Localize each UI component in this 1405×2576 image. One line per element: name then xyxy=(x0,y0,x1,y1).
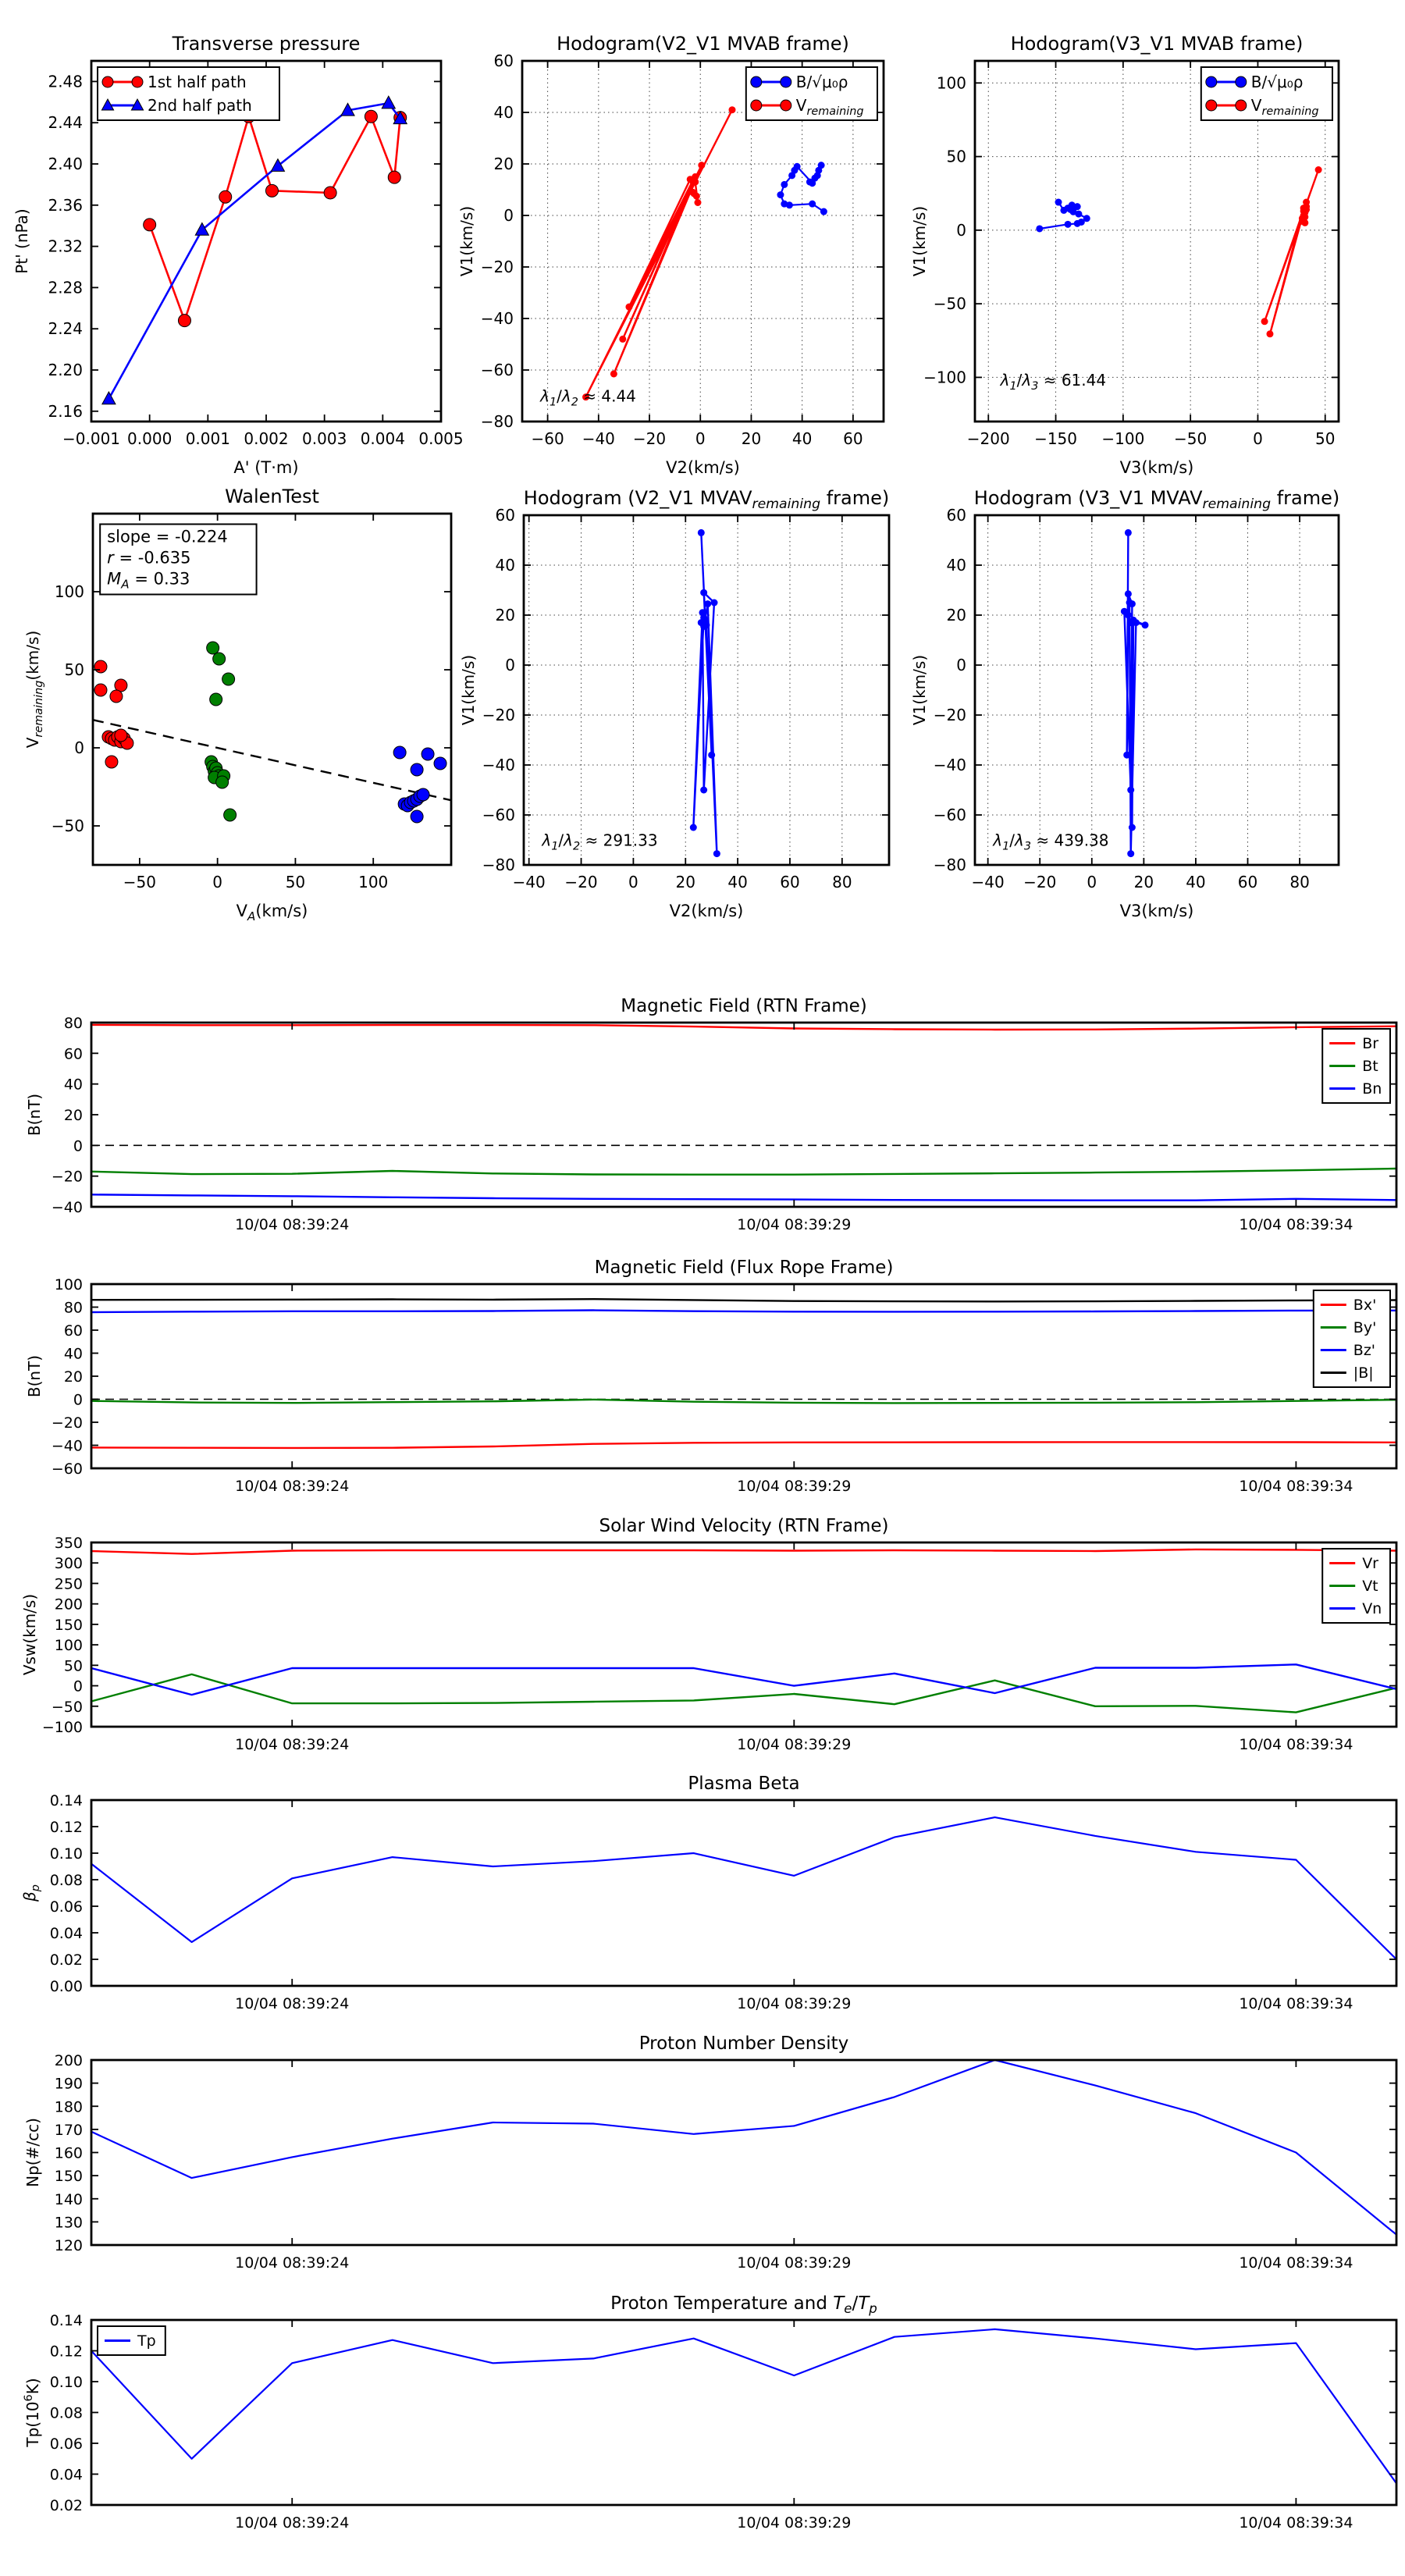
svg-text:0: 0 xyxy=(956,656,966,674)
svg-text:V2(km/s): V2(km/s) xyxy=(666,458,740,477)
svg-text:Proton Number Density: Proton Number Density xyxy=(638,2033,849,2054)
svg-text:Vremaining(km/s): $V_{remaining}(km/s)$ xyxy=(23,630,45,749)
svg-text:0.02: 0.02 xyxy=(49,1952,83,1969)
svg-text:80: 80 xyxy=(63,1015,83,1032)
svg-text:WalenTest: WalenTest xyxy=(225,486,319,507)
svg-text:0.10: 0.10 xyxy=(49,1845,83,1863)
svg-text:−50: −50 xyxy=(51,817,84,835)
svg-text:0.14: 0.14 xyxy=(49,1792,83,1809)
svg-text:Vsw(km/s): Vsw(km/s) xyxy=(20,1593,39,1676)
svg-text:80: 80 xyxy=(832,873,852,891)
svg-text:50: 50 xyxy=(285,873,306,891)
svg-text:|B|: |B| xyxy=(1353,1364,1374,1382)
svg-text:100: 100 xyxy=(54,582,84,601)
svg-text:50: 50 xyxy=(64,660,84,679)
svg-text:−60: −60 xyxy=(480,361,514,379)
svg-text:50: 50 xyxy=(63,1657,83,1675)
svg-text:200: 200 xyxy=(54,2052,83,2069)
svg-text:130: 130 xyxy=(54,2214,83,2232)
svg-text:−100: −100 xyxy=(41,1719,83,1736)
svg-text:80: 80 xyxy=(63,1299,83,1317)
svg-text:40: 40 xyxy=(495,556,515,575)
svg-text:0.12: 0.12 xyxy=(49,1819,83,1836)
svg-text:60: 60 xyxy=(493,52,514,70)
svg-text:−50: −50 xyxy=(1174,429,1208,448)
svg-text:Bz': Bz' xyxy=(1353,1342,1376,1360)
svg-text:V1(km/s): V1(km/s) xyxy=(910,654,929,726)
svg-text:−40: −40 xyxy=(51,1199,83,1216)
svg-text:λ1/λ3 ≈ 439.38: $\lambda_1/\lambda_3 \approx 439.38$ xyxy=(993,831,1109,853)
svg-text:V1(km/s): V1(km/s) xyxy=(910,205,929,277)
chart-hodogram-v2v1-mvav xyxy=(459,487,890,920)
svg-text:10/04 08:39:29: 10/04 08:39:29 xyxy=(737,1995,852,2012)
svg-text:40: 40 xyxy=(63,1345,83,1363)
svg-text:200: 200 xyxy=(54,1596,83,1614)
svg-text:0.06: 0.06 xyxy=(49,2435,83,2453)
svg-text:20: 20 xyxy=(63,1368,83,1386)
svg-text:Tp: Tp xyxy=(137,2332,156,2350)
svg-text:2.32: 2.32 xyxy=(48,237,83,256)
svg-text:60: 60 xyxy=(780,873,800,891)
svg-text:−20: −20 xyxy=(482,706,515,724)
svg-text:Plasma Beta: Plasma Beta xyxy=(688,1774,800,1794)
svg-text:−50: −50 xyxy=(933,294,966,314)
svg-text:10/04 08:39:29: 10/04 08:39:29 xyxy=(737,2254,852,2272)
svg-text:300: 300 xyxy=(54,1555,83,1573)
svg-text:0: 0 xyxy=(503,206,514,225)
svg-text:r = -0.635: r = -0.635 xyxy=(107,548,191,568)
svg-text:10/04 08:39:24: 10/04 08:39:24 xyxy=(235,1478,350,1495)
chart-hodogram-v2v1-mvab xyxy=(457,33,884,477)
svg-text:10/04 08:39:29: 10/04 08:39:29 xyxy=(737,2514,852,2532)
svg-text:0: 0 xyxy=(505,656,515,674)
svg-text:Vr: Vr xyxy=(1362,1555,1379,1573)
svg-text:2.24: 2.24 xyxy=(48,319,83,339)
svg-text:Magnetic Field (Flux Rope Fram: Magnetic Field (Flux Rope Frame) xyxy=(594,1258,894,1278)
chart-proton-temperature xyxy=(23,2293,1396,2532)
svg-text:−40: −40 xyxy=(51,1437,83,1455)
svg-text:−40: −40 xyxy=(482,756,515,774)
svg-text:40: 40 xyxy=(63,1076,83,1094)
svg-text:10/04 08:39:34: 10/04 08:39:34 xyxy=(1239,1995,1353,2012)
chart-proton-number-density xyxy=(23,2033,1396,2272)
svg-text:−20: −20 xyxy=(51,1414,83,1432)
chart-magnetic-field-flux-rope xyxy=(25,1258,1396,1495)
svg-text:−60: −60 xyxy=(531,429,564,448)
svg-text:V3(km/s): V3(km/s) xyxy=(1119,458,1194,477)
svg-text:Proton Temperature and Te/Tp: Proton Temperature and $T_e/T_p$ xyxy=(610,2293,877,2316)
svg-text:0.004: 0.004 xyxy=(360,429,405,448)
svg-text:λ1/λ2 ≈ 291.33: $\lambda_1/\lambda_2 \approx 291.33$ xyxy=(542,831,658,853)
svg-text:2.44: 2.44 xyxy=(48,113,83,133)
svg-text:50: 50 xyxy=(946,147,966,166)
svg-text:V1(km/s): V1(km/s) xyxy=(457,205,476,277)
svg-text:10/04 08:39:24: 10/04 08:39:24 xyxy=(235,1216,350,1233)
svg-text:0: 0 xyxy=(74,738,84,757)
svg-text:2.40: 2.40 xyxy=(48,155,83,173)
svg-text:20: 20 xyxy=(495,606,515,624)
chart-plasma-beta xyxy=(20,1774,1396,2012)
svg-text:0.002: 0.002 xyxy=(244,429,289,448)
svg-text:10/04 08:39:24: 10/04 08:39:24 xyxy=(235,1736,350,1753)
svg-text:−100: −100 xyxy=(923,368,966,387)
svg-text:λ1/λ3 ≈ 61.44: $\lambda_1/\lambda_3 \approx 61.44$ xyxy=(1000,370,1107,393)
svg-text:160: 160 xyxy=(54,2144,83,2162)
svg-text:0: 0 xyxy=(695,429,706,448)
svg-text:Vt: Vt xyxy=(1362,1578,1378,1596)
svg-text:40: 40 xyxy=(727,873,748,891)
svg-text:120: 120 xyxy=(54,2237,83,2254)
svg-text:2.16: 2.16 xyxy=(48,401,83,421)
svg-text:−200: −200 xyxy=(966,429,1010,448)
svg-text:40: 40 xyxy=(791,429,813,448)
svg-text:20: 20 xyxy=(493,155,514,173)
svg-text:−50: −50 xyxy=(51,1698,83,1716)
svg-text:10/04 08:39:29: 10/04 08:39:29 xyxy=(737,1478,852,1495)
svg-text:−40: −40 xyxy=(582,429,615,448)
svg-text:Np(#/cc): Np(#/cc) xyxy=(23,2118,42,2187)
svg-text:Hodogram(V2_V1 MVAB frame): Hodogram(V2_V1 MVAB frame) xyxy=(557,33,849,55)
svg-text:Bt: Bt xyxy=(1362,1058,1378,1076)
chart-walen-test xyxy=(23,486,451,923)
svg-text:1st half path: 1st half path xyxy=(148,73,247,91)
svg-text:20: 20 xyxy=(63,1107,83,1124)
svg-text:Solar Wind Velocity (RTN Frame: Solar Wind Velocity (RTN Frame) xyxy=(599,1516,889,1536)
svg-text:B(nT): B(nT) xyxy=(25,1093,44,1137)
svg-text:50: 50 xyxy=(1315,429,1336,448)
svg-text:−60: −60 xyxy=(933,806,966,824)
svg-text:Hodogram(V3_V1 MVAB frame): Hodogram(V3_V1 MVAB frame) xyxy=(1010,33,1304,55)
svg-text:−80: −80 xyxy=(933,856,966,874)
svg-text:V2(km/s): V2(km/s) xyxy=(669,902,744,920)
svg-text:0.14: 0.14 xyxy=(49,2312,83,2329)
svg-text:140: 140 xyxy=(54,2190,83,2208)
svg-text:0: 0 xyxy=(212,873,223,891)
svg-text:0.12: 0.12 xyxy=(49,2343,83,2361)
svg-text:20: 20 xyxy=(946,606,966,624)
svg-text:βp: $\beta_p$ xyxy=(20,1884,42,1902)
svg-text:Bn: Bn xyxy=(1362,1080,1382,1098)
svg-text:60: 60 xyxy=(495,506,515,525)
svg-text:Vremaining: $V_{remaining}$ xyxy=(795,96,864,118)
svg-text:0.08: 0.08 xyxy=(49,2404,83,2422)
svg-text:B/√μ₀ρ: B/√μ₀ρ xyxy=(1250,73,1304,91)
svg-text:2.36: 2.36 xyxy=(48,195,83,215)
svg-text:60: 60 xyxy=(946,506,966,525)
svg-text:Magnetic Field (RTN Frame): Magnetic Field (RTN Frame) xyxy=(621,996,867,1016)
svg-text:−20: −20 xyxy=(564,873,598,891)
svg-text:−0.001: −0.001 xyxy=(62,429,121,448)
svg-text:V1(km/s): V1(km/s) xyxy=(459,654,478,726)
svg-text:−20: −20 xyxy=(480,258,514,276)
svg-text:10/04 08:39:34: 10/04 08:39:34 xyxy=(1239,1478,1353,1495)
svg-text:40: 40 xyxy=(1186,873,1206,891)
svg-text:0.06: 0.06 xyxy=(49,1898,83,1916)
svg-text:Hodogram (V2_V1 MVAVremaining: Hodogram (V2_V1 $MVAV_{remaining}$ frame) xyxy=(523,487,890,512)
svg-text:60: 60 xyxy=(63,1045,83,1063)
svg-text:60: 60 xyxy=(1237,873,1258,891)
svg-text:170: 170 xyxy=(54,2121,83,2139)
svg-text:MA = 0.33: $M_A = 0.33$ xyxy=(107,569,190,592)
svg-text:Tp(106K): $Tp(10^6K)$ xyxy=(23,2378,42,2447)
svg-text:10/04 08:39:24: 10/04 08:39:24 xyxy=(235,1995,350,2012)
svg-text:0.003: 0.003 xyxy=(302,429,347,448)
svg-text:−50: −50 xyxy=(123,873,156,891)
svg-text:250: 250 xyxy=(54,1575,83,1593)
svg-text:10/04 08:39:24: 10/04 08:39:24 xyxy=(235,2254,350,2272)
svg-text:0.001: 0.001 xyxy=(185,429,230,448)
svg-text:100: 100 xyxy=(936,73,966,93)
svg-text:0.000: 0.000 xyxy=(127,429,173,448)
svg-text:0: 0 xyxy=(73,1391,83,1409)
svg-text:150: 150 xyxy=(54,2168,83,2186)
svg-text:B/√μ₀ρ: B/√μ₀ρ xyxy=(795,73,848,91)
svg-text:−60: −60 xyxy=(51,1461,83,1478)
chart-hodogram-v3v1-mvav xyxy=(910,487,1340,920)
svg-text:λ1/λ2 ≈ 4.44: $\lambda_1/\lambda_2 \approx 4.44$ xyxy=(540,386,636,409)
svg-text:10/04 08:39:34: 10/04 08:39:34 xyxy=(1239,2254,1353,2272)
svg-text:−60: −60 xyxy=(482,806,515,824)
svg-text:20: 20 xyxy=(675,873,695,891)
svg-text:350: 350 xyxy=(54,1535,83,1552)
svg-text:60: 60 xyxy=(843,429,863,448)
svg-text:0: 0 xyxy=(628,873,638,891)
svg-text:B(nT): B(nT) xyxy=(25,1354,44,1398)
svg-text:0: 0 xyxy=(1253,429,1263,448)
svg-text:80: 80 xyxy=(1289,873,1310,891)
svg-text:−150: −150 xyxy=(1034,429,1078,448)
svg-text:0.04: 0.04 xyxy=(49,2466,83,2484)
svg-text:−40: −40 xyxy=(971,873,1005,891)
chart-hodogram-v3v1-mvab xyxy=(910,33,1339,477)
svg-text:Bx': Bx' xyxy=(1353,1297,1377,1315)
svg-text:−20: −20 xyxy=(933,706,966,724)
svg-text:2.20: 2.20 xyxy=(48,361,83,379)
svg-text:10/04 08:39:34: 10/04 08:39:34 xyxy=(1239,1216,1353,1233)
svg-text:−40: −40 xyxy=(933,756,966,774)
svg-text:0: 0 xyxy=(956,220,966,240)
svg-text:−20: −20 xyxy=(632,429,667,448)
svg-text:Pt' (nPa): Pt' (nPa) xyxy=(12,208,31,274)
svg-text:0: 0 xyxy=(73,1678,83,1695)
svg-text:0.02: 0.02 xyxy=(49,2497,83,2514)
svg-text:Br: Br xyxy=(1362,1035,1379,1053)
svg-text:0.00: 0.00 xyxy=(49,1978,83,1995)
svg-text:100: 100 xyxy=(54,1637,83,1655)
svg-text:190: 190 xyxy=(54,2075,83,2093)
svg-text:0.08: 0.08 xyxy=(49,1872,83,1889)
chart-magnetic-field-rtn xyxy=(25,996,1396,1233)
svg-text:−20: −20 xyxy=(1023,873,1057,891)
svg-text:Vn: Vn xyxy=(1362,1600,1382,1618)
svg-text:−40: −40 xyxy=(512,873,546,891)
svg-text:10/04 08:39:34: 10/04 08:39:34 xyxy=(1239,2514,1353,2532)
svg-text:10/04 08:39:24: 10/04 08:39:24 xyxy=(235,2514,350,2532)
svg-text:V3(km/s): V3(km/s) xyxy=(1119,902,1194,920)
svg-text:Transverse pressure: Transverse pressure xyxy=(172,33,361,55)
svg-text:150: 150 xyxy=(54,1616,83,1634)
svg-text:0: 0 xyxy=(1087,873,1097,891)
svg-text:Vremaining: $V_{remaining}$ xyxy=(1250,96,1319,118)
svg-text:10/04 08:39:29: 10/04 08:39:29 xyxy=(737,1736,852,1753)
chart-solar-wind-velocity xyxy=(20,1516,1396,1753)
svg-text:180: 180 xyxy=(54,2098,83,2116)
svg-text:slope = -0.224: slope = -0.224 xyxy=(107,527,228,546)
chart-transverse-pressure xyxy=(12,33,464,477)
svg-text:−80: −80 xyxy=(480,412,514,431)
svg-text:100: 100 xyxy=(54,1276,83,1293)
svg-text:VA(km/s): $V_A(km/s)$ xyxy=(236,902,308,923)
svg-text:−80: −80 xyxy=(482,856,515,874)
svg-text:10/04 08:39:29: 10/04 08:39:29 xyxy=(737,1216,852,1233)
svg-text:0.04: 0.04 xyxy=(49,1925,83,1942)
svg-text:20: 20 xyxy=(741,429,762,448)
svg-text:60: 60 xyxy=(63,1322,83,1340)
svg-text:40: 40 xyxy=(946,556,966,575)
svg-text:2.48: 2.48 xyxy=(48,72,83,91)
svg-text:0: 0 xyxy=(73,1137,83,1155)
svg-text:Hodogram (V3_V1 MVAVremaining: Hodogram (V3_V1 $MVAV_{remaining}$ frame) xyxy=(973,487,1340,512)
svg-text:2.28: 2.28 xyxy=(48,278,83,297)
svg-text:A' (T·m): A' (T·m) xyxy=(233,458,299,477)
svg-text:10/04 08:39:34: 10/04 08:39:34 xyxy=(1239,1736,1353,1753)
svg-text:0.10: 0.10 xyxy=(49,2374,83,2391)
svg-text:0.005: 0.005 xyxy=(418,429,464,448)
svg-text:40: 40 xyxy=(493,103,514,122)
svg-text:20: 20 xyxy=(1133,873,1154,891)
svg-text:−20: −20 xyxy=(51,1168,83,1186)
svg-text:100: 100 xyxy=(358,873,389,891)
svg-text:2nd half path: 2nd half path xyxy=(148,96,252,115)
svg-text:By': By' xyxy=(1353,1319,1377,1337)
svg-text:−100: −100 xyxy=(1101,429,1145,448)
svg-text:−40: −40 xyxy=(480,309,514,328)
